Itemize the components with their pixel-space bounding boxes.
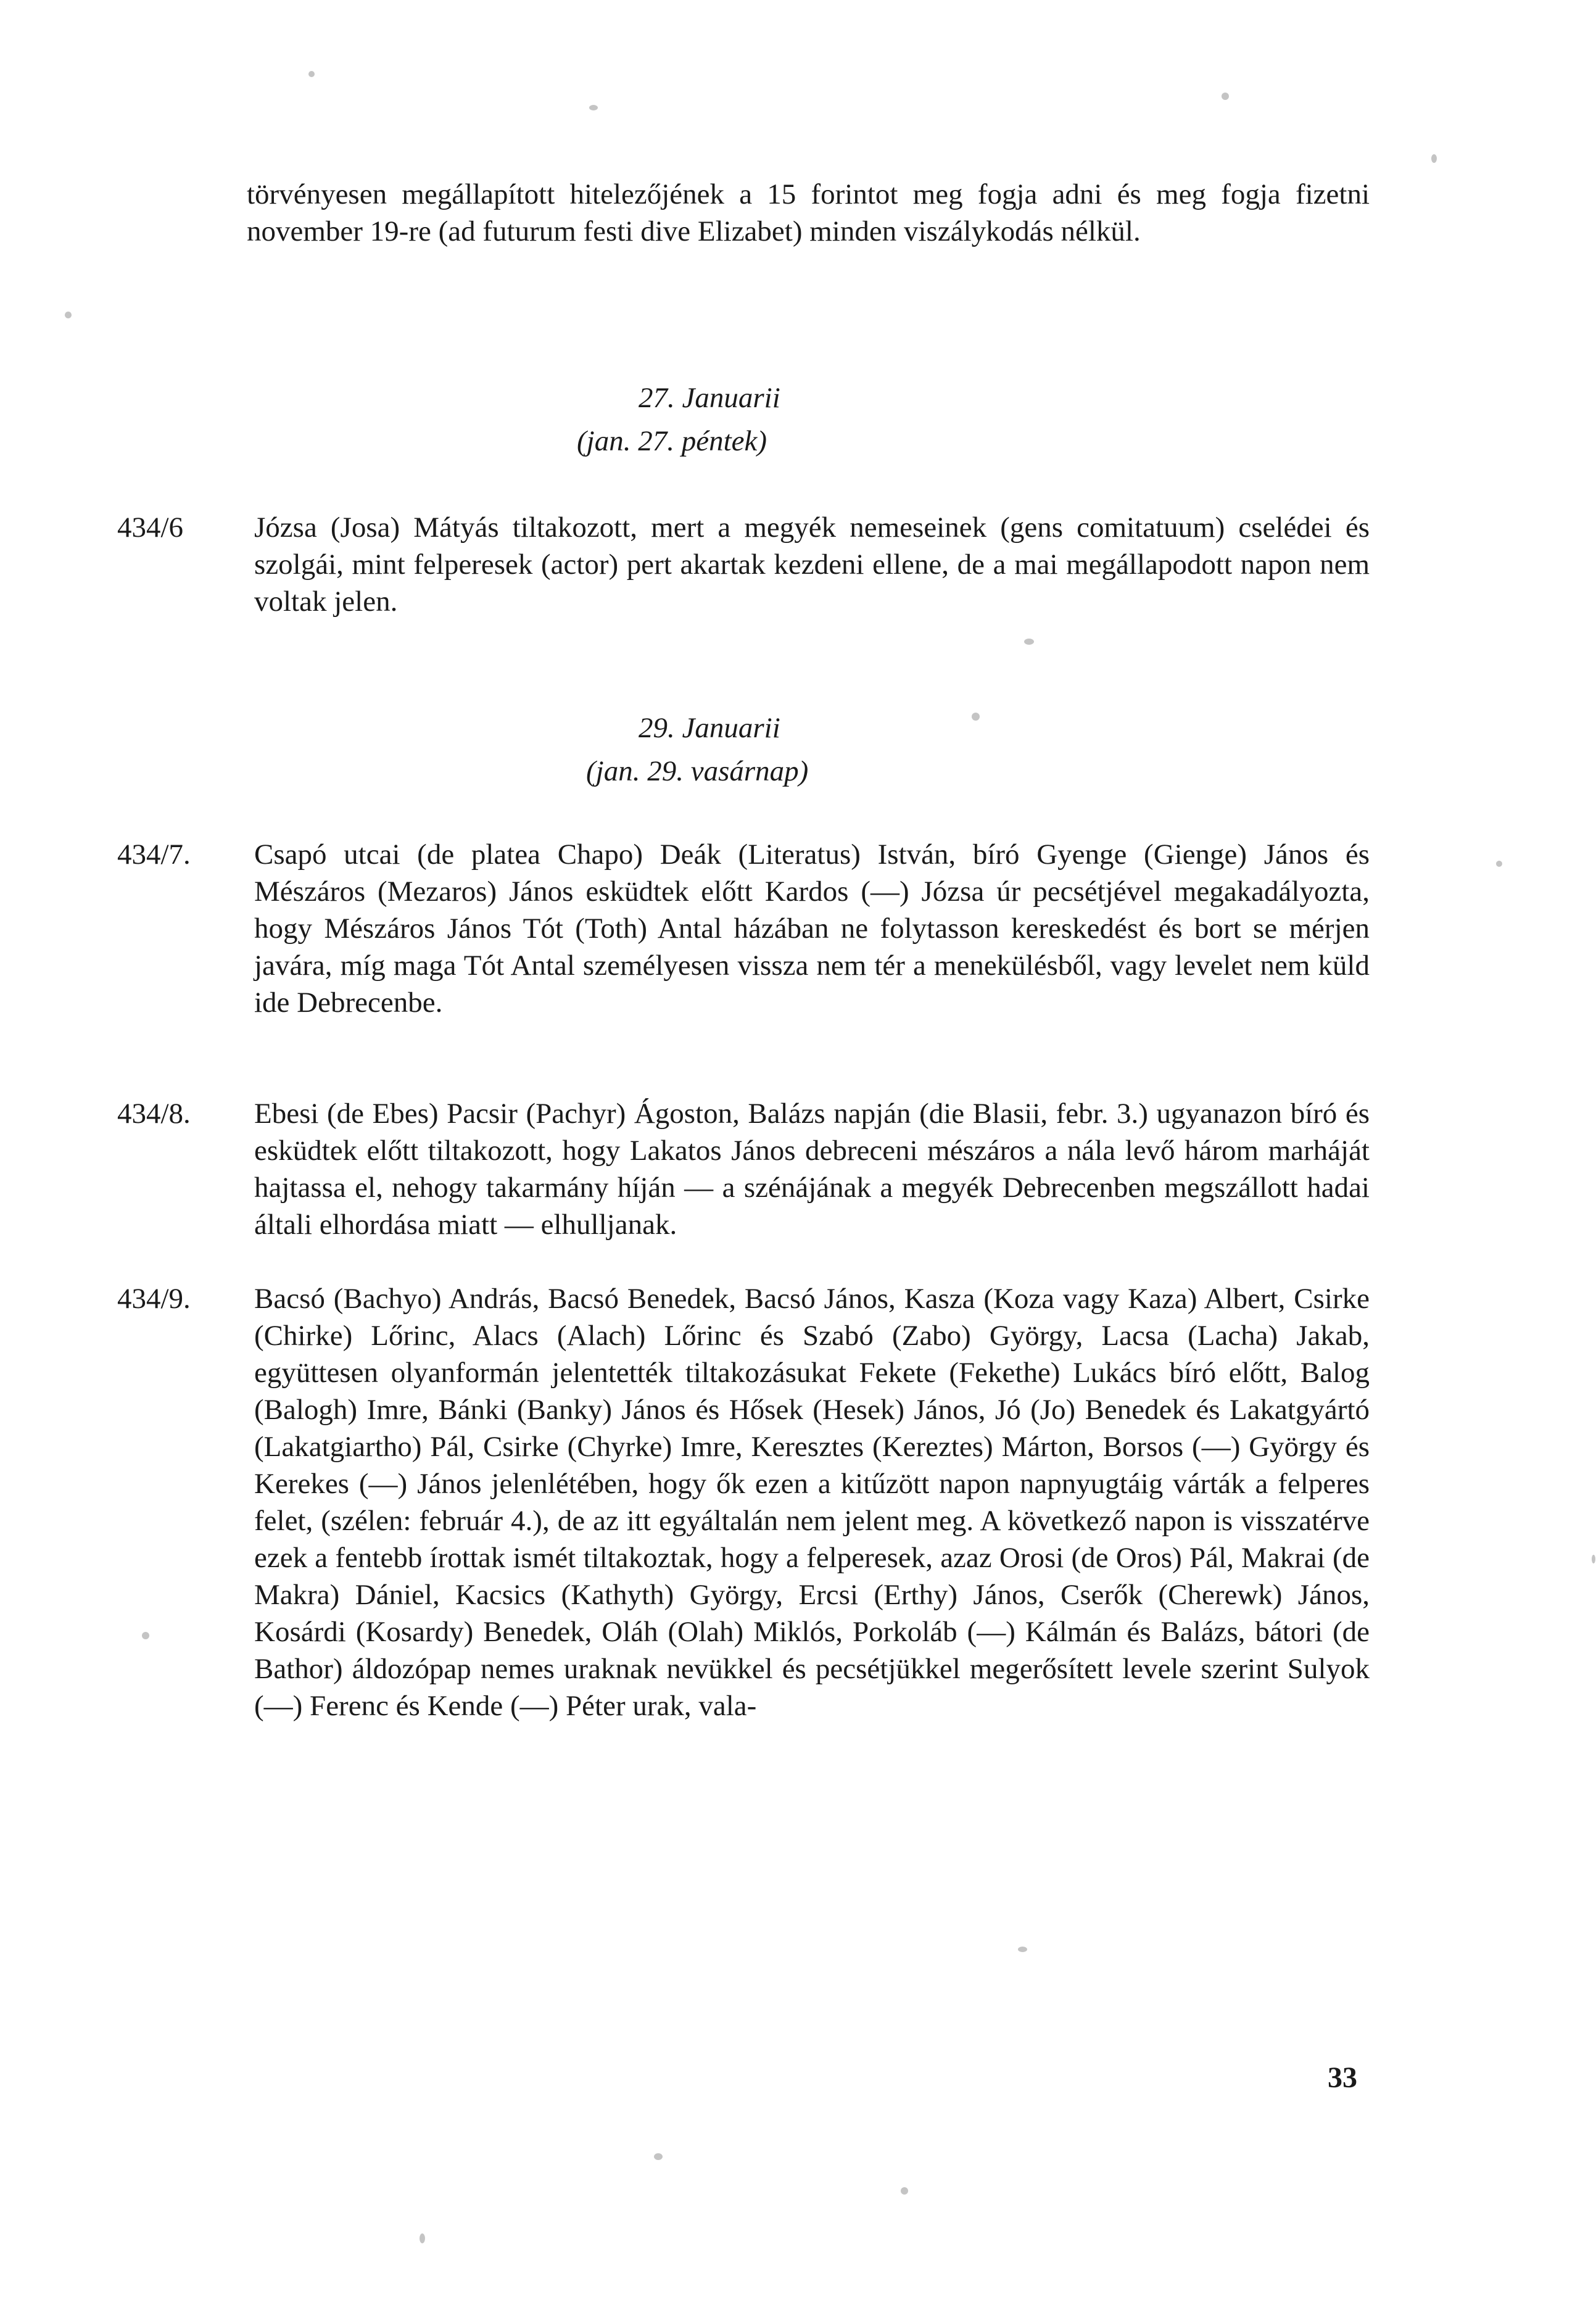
entry-434-6 [117, 509, 1370, 620]
entry-text: Józsa (Josa) Mátyás tiltakozott, mert a megyék nemeseinek (gens comitatuum) cselédei és szolgái, mint felperesek (actor) pert akartak kezdeni ellene, de a mai megállapodott napon nem voltak jelen. [254, 511, 1370, 618]
page-number: 33 [1328, 2061, 1357, 2094]
entry-number: 434/9. [117, 1283, 191, 1315]
entry-434-8 [117, 1095, 1370, 1243]
date-hungarian-jan-29: (jan. 29. vasárnap) [586, 755, 809, 787]
entry-434-7 [117, 836, 1370, 1021]
entry-text: Bacsó (Bachyo) András, Bacsó Benedek, Bacsó János, Kasza (Koza vagy Kaza) Albert, Csirke (Chirke) Lőrinc, Alacs (Alach) Lőrinc és Szabó (Zabo) György, Lacsa (Lacha) Jakab, együttesen olyanformán jelentették tiltakozásukat Fekete (Fekethe) Lukács bíró előtt, Balog (Balogh) Imre, Bánki (Banky) János és Hősek (Hesek) János, Jó (Jo) Benedek és Lakatgyártó (Lakatgiartho) Pál, Csirke (Chyrke) Imre, Keresztes (Kereztes) Márton, Borsos (—) György és Kerekes (—) János jelenlétében, hogy ők ezen a kitűzött napon napnyugtáig várták a felperes felet, (szélen: február 4.), de az itt egyáltalán nem jelent meg. A következő napon is visszatérve ezek a fentebb írottak ismét tiltakoztak, hogy a felperesek, azaz Orosi (de Oros) Pál, Makrai (de Makra) Dániel, Kacsics (Kathyth) György, Ercsi (Erthy) János, Cserők (Cherewk) János, Kosárdi (Kosardy) Benedek, Oláh (Olah) Miklós, Porkoláb (—) Kálmán és Balázs, bátori (de Bathor) áldozópap nemes uraknak nevükkel és pecsétjükkel megerősített levele szerint Sulyok (—) Ferenc és Kende (—) Péter urak, vala- [254, 1283, 1370, 1722]
date-hungarian-jan-27: (jan. 27. péntek) [577, 425, 767, 457]
date-latin-jan-29: 29. Januarii [639, 712, 780, 744]
entry-434-9 [117, 1280, 1370, 1724]
date-latin-jan-27: 27. Januarii [639, 382, 780, 414]
continuation-paragraph: törvényesen megállapított hitelezőjének a 15 forintot meg fogja adni és meg fogja fizetni november 19-re (ad futurum festi dive Elizabet) minden viszálykodás nélkül. [247, 178, 1370, 247]
entry-text: Csapó utcai (de platea Chapo) Deák (Literatus) István, bíró Gyenge (Gienge) János és Mészáros (Mezaros) János esküdtek előtt Kardos (—) Józsa úr pecsétjével megakadályozta, hogy Mészáros János Tót (Toth) Antal házában ne folytasson kereskedést és bort se mérjen javára, míg maga Tót Antal személyesen vissza nem tér a menekülésből, vagy levelet nem küld ide Debrecenbe. [254, 838, 1370, 1019]
entry-text: Ebesi (de Ebes) Pacsir (Pachyr) Ágoston, Balázs napján (die Blasii, febr. 3.) ugyanazon bíró és esküdtek előtt tiltakozott, hogy Lakatos János debreceni mészáros a nála levő három marháját hajtassa el, nehogy takarmány híján — a szénájának a megyék Debrecenben megszállott hadai általi elhordása miatt — elhulljanak. [254, 1098, 1370, 1241]
entry-number: 434/7. [117, 838, 191, 871]
entry-number: 434/6 [117, 511, 184, 544]
entry-number: 434/8. [117, 1098, 191, 1130]
